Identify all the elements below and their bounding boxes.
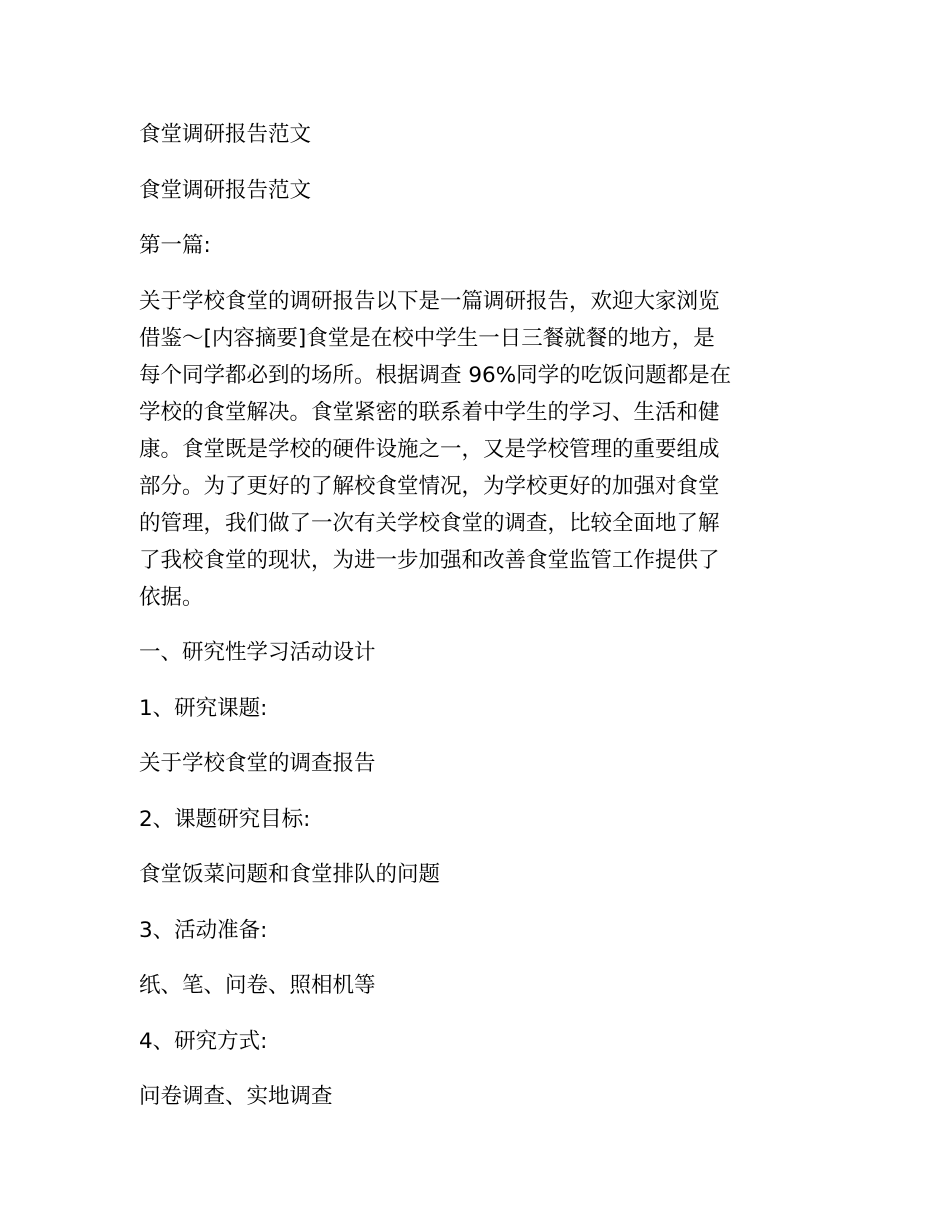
- intro-line: 依据。: [139, 584, 204, 610]
- document-body: [139, 116, 811, 1134]
- intro-line: 了我校食堂的现状，为进一步加强和改善食堂监管工作提供了: [139, 547, 720, 573]
- item-value: 关于学校食堂的调查报告: [139, 751, 376, 776]
- intro-line: 的管理，我们做了一次有关学校食堂的调查，比较全面地了解: [139, 510, 720, 536]
- item-label: 2、课题研究目标:: [139, 806, 311, 832]
- intro-line: 部分。为了更好的了解校食堂情况，为学校更好的加强对食堂: [139, 473, 720, 499]
- intro-line: 每个同学都必到的场所。根据调查 96%同学的吃饭问题都是在: [139, 362, 732, 388]
- section-heading: 一、研究性学习活动设计: [139, 640, 376, 665]
- document-title: 食堂调研报告范文: [139, 122, 312, 147]
- intro-paragraph: [139, 283, 811, 616]
- item-value: 问卷调查、实地调查: [139, 1084, 333, 1109]
- item-label: 4、研究方式:: [139, 1028, 268, 1054]
- item-value: 纸、笔、问卷、照相机等: [139, 973, 376, 998]
- intro-line: 借鉴～[内容摘要]食堂是在校中学生一日三餐就餐的地方，是: [139, 325, 715, 351]
- intro-line: 学校的食堂解决。食堂紧密的联系着中学生的学习、生活和健: [139, 399, 720, 425]
- item-label: 1、研究课题:: [139, 695, 268, 721]
- item-label: 3、活动准备:: [139, 917, 268, 943]
- document-subtitle: 食堂调研报告范文: [139, 177, 312, 203]
- intro-line: 关于学校食堂的调研报告以下是一篇调研报告，欢迎大家浏览: [139, 288, 720, 314]
- intro-line: 康。食堂既是学校的硬件设施之一，又是学校管理的重要组成: [139, 436, 720, 462]
- chapter-heading: 第一篇:: [139, 233, 211, 258]
- item-value: 食堂饭菜问题和食堂排队的问题: [139, 862, 441, 887]
